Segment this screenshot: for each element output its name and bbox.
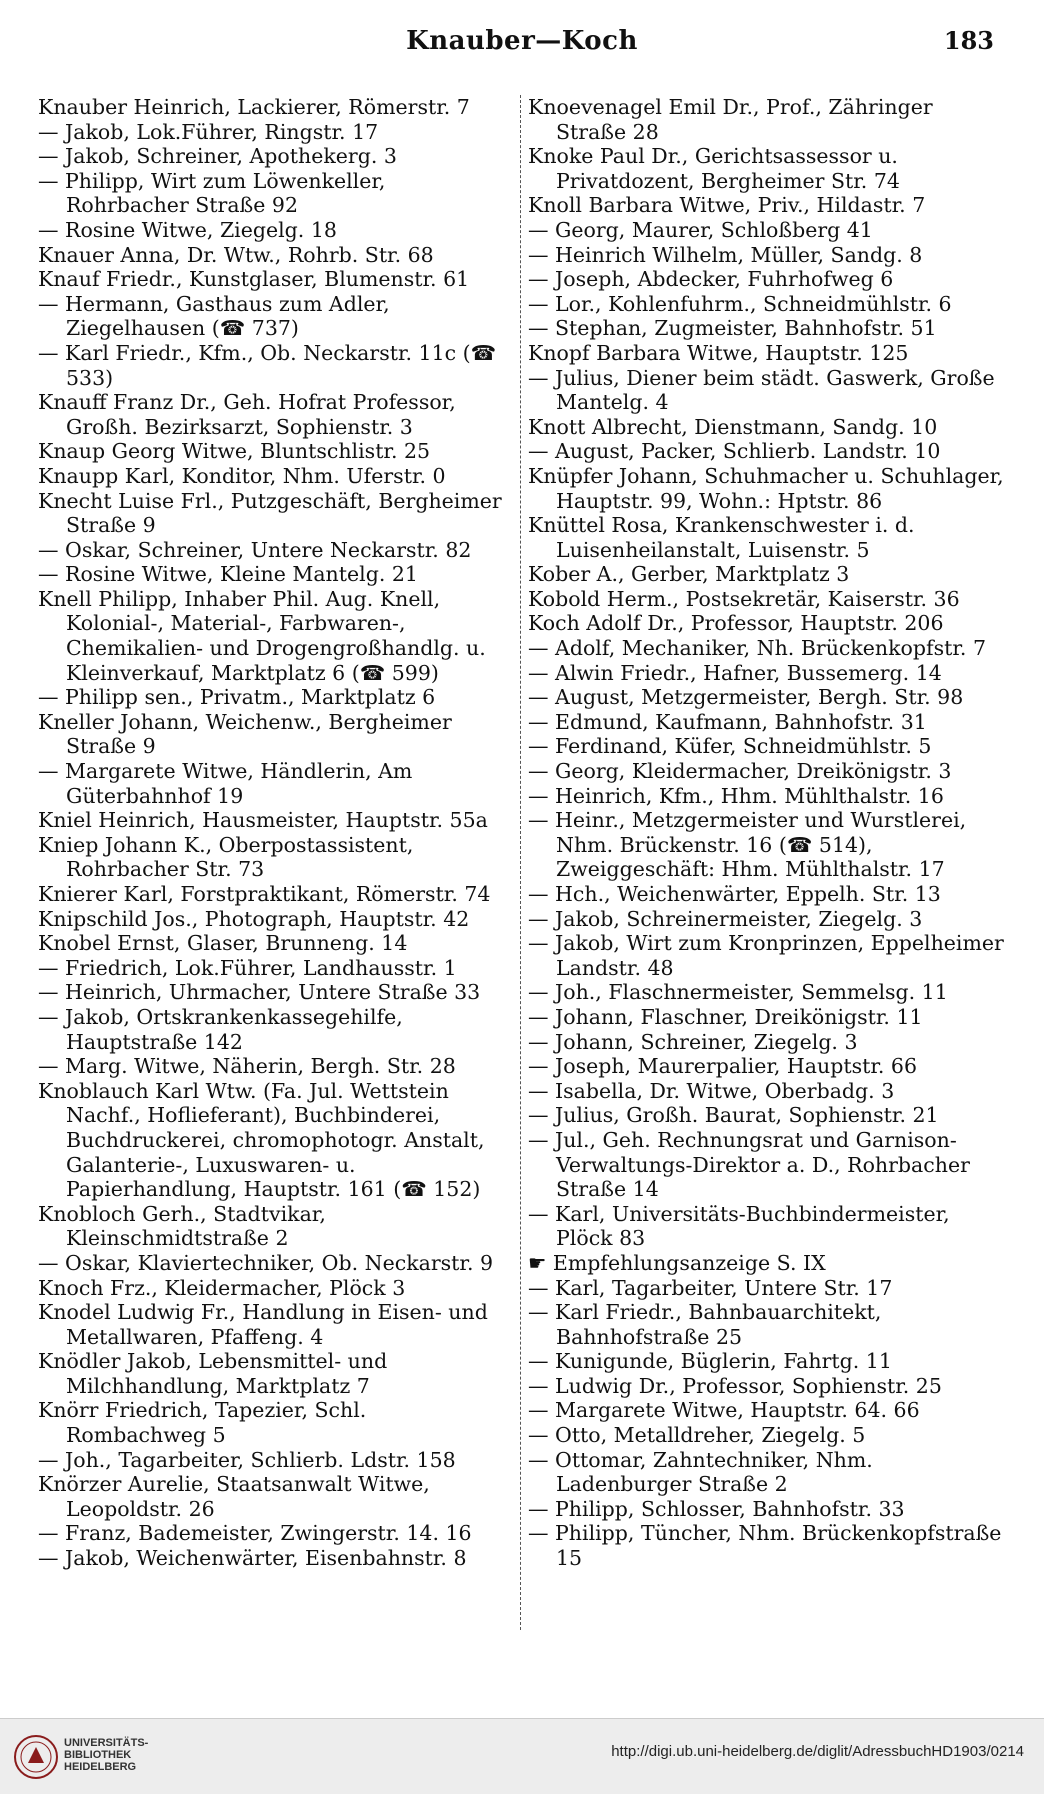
directory-entry: — Philipp sen., Privatm., Marktplatz 6 bbox=[38, 685, 436, 710]
directory-entry: — Philipp, Schlosser, Bahnhofstr. 33 bbox=[528, 1496, 905, 1521]
directory-entry: Knörzer Aurelie, Staatsanwalt Witwe, Leopoldstr. 26 bbox=[38, 1472, 430, 1521]
source-url[interactable]: http://digi.ub.uni-heidelberg.de/diglit/AdressbuchHD1903/0214 bbox=[611, 1743, 1024, 1760]
directory-entry: Kobold Herm., Postsekretär, Kaiserstr. 36 bbox=[528, 586, 960, 611]
directory-entry: — Rosine Witwe, Ziegelg. 18 bbox=[38, 217, 337, 242]
directory-entry: — August, Packer, Schlierb. Landstr. 10 bbox=[528, 439, 941, 464]
directory-entry: — Jakob, Lok.Führer, Ringstr. 17 bbox=[38, 119, 379, 144]
directory-entry: — Karl Friedr., Bahnbauarchitekt, Bahnhofstraße 25 bbox=[528, 1300, 882, 1349]
directory-entry: — Johann, Schreiner, Ziegelg. 3 bbox=[528, 1029, 858, 1054]
footer-bar bbox=[0, 1718, 1044, 1794]
directory-entry: — Lor., Kohlenfuhrm., Schneidmühlstr. 6 bbox=[528, 291, 952, 316]
directory-entry: — Ludwig Dr., Professor, Sophienstr. 25 bbox=[528, 1373, 942, 1398]
directory-entry: Kneller Johann, Weichenw., Bergheimer Straße 9 bbox=[38, 709, 452, 759]
directory-entry: Koch Adolf Dr., Professor, Hauptstr. 206 bbox=[528, 611, 944, 636]
directory-entry: — Julius, Diener beim städt. Gaswerk, Große Mantelg. 4 bbox=[528, 365, 995, 415]
directory-entry: Knödler Jakob, Lebensmittel- und Milchhandlung, Marktplatz 7 bbox=[38, 1349, 388, 1398]
directory-entry: — Joh., Tagarbeiter, Schlierb. Ldstr. 158 bbox=[38, 1447, 456, 1472]
directory-entry: Knörr Friedrich, Tapezier, Schl. Rombachweg 5 bbox=[38, 1398, 367, 1448]
directory-entry: — Heinrich, Uhrmacher, Untere Straße 33 bbox=[38, 980, 481, 1005]
directory-entry: Knott Albrecht, Dienstmann, Sandg. 10 bbox=[528, 414, 938, 439]
directory-entry: — Franz, Bademeister, Zwingerstr. 14. 16 bbox=[38, 1521, 472, 1546]
directory-entry: Knoblauch Karl Wtw. (Fa. Jul. Wettstein Nachf., Hoflieferant), Buchbinderei, Buchdruckerei, chromophotogr. Anstalt, Galanterie-, Luxuswaren- u. Papierhandlung, Hauptstr. 161 (☎ 152) bbox=[38, 1078, 485, 1202]
directory-entry: Knoll Barbara Witwe, Priv., Hildastr. 7 bbox=[528, 193, 926, 218]
directory-entry: Kober A., Gerber, Marktplatz 3 bbox=[528, 562, 850, 587]
directory-entry: Knoch Frz., Kleidermacher, Plöck 3 bbox=[38, 1275, 406, 1300]
directory-entry: — Jul., Geh. Rechnungsrat und Garnison-Verwaltungs-Direktor a. D., Rohrbacher Straße 14 bbox=[528, 1127, 970, 1202]
directory-entry: — Kunigunde, Büglerin, Fahrtg. 11 bbox=[528, 1349, 892, 1374]
directory-entry: Knüpfer Johann, Schuhmacher u. Schuhlager, Hauptstr. 99, Wohn.: Hptstr. 86 bbox=[528, 463, 1004, 513]
directory-entry: Knauber Heinrich, Lackierer, Römerstr. 7 bbox=[38, 95, 470, 119]
running-head: Knauber—Koch bbox=[406, 26, 638, 56]
directory-entry: — Isabella, Dr. Witwe, Oberbadg. 3 bbox=[528, 1078, 895, 1103]
directory-entry: Knell Philipp, Inhaber Phil. Aug. Knell, Kolonial-, Material-, Farbwaren-, Chemikalien- und Drogengroßhandlg. u. Kleinverkauf, Marktplatz 6 (☎ 599) bbox=[38, 586, 486, 685]
directory-entry: — Heinr., Metzgermeister und Wurstlerei, Nhm. Brückenstr. 16 (☎ 514), Zweiggeschäft: Hhm. Mühlthalstr. 17 bbox=[528, 808, 967, 882]
directory-entry: — Heinrich, Kfm., Hhm. Mühlthalstr. 16 bbox=[528, 783, 944, 808]
directory-entry: — Heinrich Wilhelm, Müller, Sandg. 8 bbox=[528, 242, 923, 267]
directory-entry: — Friedrich, Lok.Führer, Landhausstr. 1 bbox=[38, 955, 457, 980]
directory-entry: Knoevenagel Emil Dr., Prof., Zähringer Straße 28 bbox=[528, 95, 933, 144]
directory-entry: Knüttel Rosa, Krankenschwester i. d. Luisenheilanstalt, Luisenstr. 5 bbox=[528, 513, 915, 562]
right-column bbox=[528, 95, 1008, 1571]
left-column bbox=[38, 95, 508, 1571]
directory-entry: Knopf Barbara Witwe, Hauptstr. 125 bbox=[528, 340, 909, 365]
column-divider bbox=[520, 95, 521, 1630]
directory-entry: — Oskar, Klaviertechniker, Ob. Neckarstr. 9 bbox=[38, 1250, 494, 1275]
directory-entry: Knecht Luise Frl., Putzgeschäft, Bergheimer Straße 9 bbox=[38, 488, 502, 538]
directory-entry: — Margarete Witwe, Hauptstr. 64. 66 bbox=[528, 1398, 920, 1423]
directory-entry: — Jakob, Schreinermeister, Ziegelg. 3 bbox=[528, 906, 923, 931]
directory-entry: — Karl, Tagarbeiter, Untere Str. 17 bbox=[528, 1275, 893, 1300]
directory-entry: — Marg. Witwe, Näherin, Bergh. Str. 28 bbox=[38, 1054, 456, 1079]
directory-entry: — Rosine Witwe, Kleine Mantelg. 21 bbox=[38, 562, 418, 587]
directory-entry: Knipschild Jos., Photograph, Hauptstr. 42 bbox=[38, 906, 470, 931]
directory-entry: Kniep Johann K., Oberpostassistent, Rohrbacher Str. 73 bbox=[38, 832, 414, 882]
directory-entry: Knobel Ernst, Glaser, Brunneng. 14 bbox=[38, 931, 408, 956]
directory-entry: — Oskar, Schreiner, Untere Neckarstr. 82 bbox=[38, 537, 472, 562]
directory-entry: — Stephan, Zugmeister, Bahnhofstr. 51 bbox=[528, 316, 937, 341]
directory-entry: Knaupp Karl, Konditor, Nhm. Uferstr. 0 bbox=[38, 463, 446, 488]
directory-entry: Knoke Paul Dr., Gerichtsassessor u. Privatdozent, Bergheimer Str. 74 bbox=[528, 144, 900, 193]
directory-entry: Knauff Franz Dr., Geh. Hofrat Professor, Großh. Bezirksarzt, Sophienstr. 3 bbox=[38, 390, 456, 439]
directory-entry: — Ferdinand, Küfer, Schneidmühlstr. 5 bbox=[528, 734, 932, 759]
directory-entry: — Otto, Metalldreher, Ziegelg. 5 bbox=[528, 1423, 866, 1448]
page-number: 183 bbox=[943, 26, 994, 55]
directory-entry: — Jakob, Ortskrankenkassegehilfe, Hauptstraße 142 bbox=[38, 1004, 403, 1054]
directory-entry: — August, Metzgermeister, Bergh. Str. 98 bbox=[528, 685, 964, 710]
directory-entry: ☛ Empfehlungsanzeige S. IX bbox=[528, 1250, 826, 1275]
library-logo-text: UNIVERSITÄTS- BIBLIOTHEK HEIDELBERG bbox=[64, 1737, 149, 1773]
directory-entry: Knaup Georg Witwe, Bluntschlistr. 25 bbox=[38, 439, 431, 464]
directory-entry: Knauer Anna, Dr. Wtw., Rohrb. Str. 68 bbox=[38, 242, 434, 267]
directory-entry: — Hch., Weichenwärter, Eppelh. Str. 13 bbox=[528, 882, 941, 906]
directory-entry: — Jakob, Schreiner, Apothekerg. 3 bbox=[38, 144, 397, 169]
directory-entry: — Jakob, Wirt zum Kronprinzen, Eppelheimer Landstr. 48 bbox=[528, 931, 1004, 980]
directory-entry: — Georg, Kleidermacher, Dreikönigstr. 3 bbox=[528, 759, 952, 784]
directory-entry: — Karl, Universitäts-Buchbindermeister, Plöck 83 bbox=[528, 1201, 950, 1251]
directory-entry: — Julius, Großh. Baurat, Sophienstr. 21 bbox=[528, 1103, 939, 1128]
directory-entry: — Georg, Maurer, Schloßberg 41 bbox=[528, 217, 873, 242]
directory-entry: — Ottomar, Zahntechniker, Nhm. Ladenburger Straße 2 bbox=[528, 1447, 873, 1497]
directory-entry: — Jakob, Weichenwärter, Eisenbahnstr. 8 bbox=[38, 1546, 467, 1571]
directory-entry: — Adolf, Mechaniker, Nh. Brückenkopfstr. 7 bbox=[528, 636, 986, 661]
directory-entry: — Philipp, Tüncher, Nhm. Brückenkopfstraße 15 bbox=[528, 1521, 1002, 1571]
directory-entry: — Hermann, Gasthaus zum Adler, Ziegelhausen (☎ 737) bbox=[38, 291, 390, 341]
directory-entry: Knierer Karl, Forstpraktikant, Römerstr. 74 bbox=[38, 882, 491, 906]
directory-entry: — Johann, Flaschner, Dreikönigstr. 11 bbox=[528, 1004, 923, 1029]
directory-entry: — Edmund, Kaufmann, Bahnhofstr. 31 bbox=[528, 709, 927, 734]
directory-entry: Knobloch Gerh., Stadtvikar, Kleinschmidtstraße 2 bbox=[38, 1201, 326, 1251]
directory-entry: Kniel Heinrich, Hausmeister, Hauptstr. 55a bbox=[38, 808, 488, 833]
directory-entry: — Joseph, Maurerpalier, Hauptstr. 66 bbox=[528, 1054, 917, 1079]
directory-entry: — Joseph, Abdecker, Fuhrhofweg 6 bbox=[528, 267, 894, 292]
directory-entry: — Alwin Friedr., Hafner, Bussemerg. 14 bbox=[528, 660, 942, 685]
directory-entry: — Joh., Flaschnermeister, Semmelsg. 11 bbox=[528, 980, 948, 1005]
directory-entry: Knauf Friedr., Kunstglaser, Blumenstr. 61 bbox=[38, 267, 470, 292]
directory-entry: — Karl Friedr., Kfm., Ob. Neckarstr. 11c (☎ 533) bbox=[38, 340, 497, 390]
university-seal-icon bbox=[12, 1733, 60, 1781]
directory-entry: — Margarete Witwe, Händlerin, Am Güterbahnhof 19 bbox=[38, 759, 413, 808]
directory-entry: — Philipp, Wirt zum Löwenkeller, Rohrbacher Straße 92 bbox=[38, 168, 386, 218]
page-header bbox=[0, 22, 1044, 62]
directory-entry: Knodel Ludwig Fr., Handlung in Eisen- und Metallwaren, Pfaffeng. 4 bbox=[38, 1300, 488, 1349]
